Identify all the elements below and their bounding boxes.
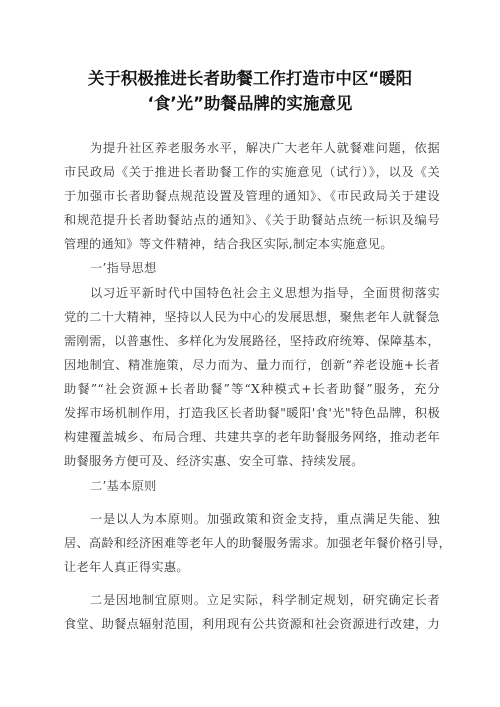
principle2-line: 食堂、助餐点辐射范围，利用现有公共资源和社会资源进行改建，力 [64,617,440,631]
intro-line: 管理的通知》等文件精神，结合我区实际,制定本实施意见。 [64,237,393,251]
section1-line: 以习近平新时代中国特色社会主义思想为指导，全面贯彻落实 [90,286,440,300]
section-heading-basic-principles: 二’基本原则 [90,479,157,493]
document-title-line-1: 关于积极推进长者助餐工作打造市中区“暖阳 [87,69,413,88]
section1-line: 助餐”“社会资源+长者助餐”等“X种模式+长者助餐”服务，充分 [64,382,440,396]
section1-line: 因地制宜、精准施策，尽力而为、量力而行，创新“养老设施+长者 [64,358,440,372]
section1-line: 构建覆盖城乡、布局合理、共建共享的老年助餐服务网络，推动老年 [64,430,440,444]
section1-line: 需刚需，以普惠性、多样化为发展路径，坚持政府统筹、保障基本， [64,334,440,348]
intro-line: 为提升社区养老服务水平，解决广大老年人就餐难问题，依据 [90,141,440,155]
intro-line: 于加强市长者助餐点规范设置及管理的通知》、《市民政局关于建设 [64,189,440,203]
principle2-line: 二是因地制宜原则。立足实际，科学制定规划，研究确定长者 [90,593,440,607]
principle1-line: 居、高龄和经济困难等老年人的助餐服务需求。加强老年餐价格引导， [64,536,452,550]
intro-line: 和规范提升长者助餐站点的通知》、《关于助餐站点统一标识及编号 [64,213,440,227]
document-title-line-2: ‘食’光”助餐品牌的实施意见 [147,94,353,113]
section1-line: 发挥市场机制作用，打造我区长者助餐"暖阳'食'光"特色品牌，积极 [64,406,440,420]
principle1-line: 让老年人真正得实惠。 [64,560,189,574]
section1-line: 党的二十大精神，坚持以人民为中心的发展思想，聚焦老年人就餐急 [64,310,440,324]
principle1-line: 一是以人为本原则。加强政策和资金支持，重点满足失能、独 [90,512,440,526]
section-heading-guiding-thought: 一’指导思想 [90,261,157,275]
intro-line: 市民政局《关于推进长者助餐工作的实施意见（试行）》，以及《关 [64,165,440,179]
section1-line: 助餐服务方便可及、经济实惠、安全可靠、持续发展。 [64,454,364,468]
